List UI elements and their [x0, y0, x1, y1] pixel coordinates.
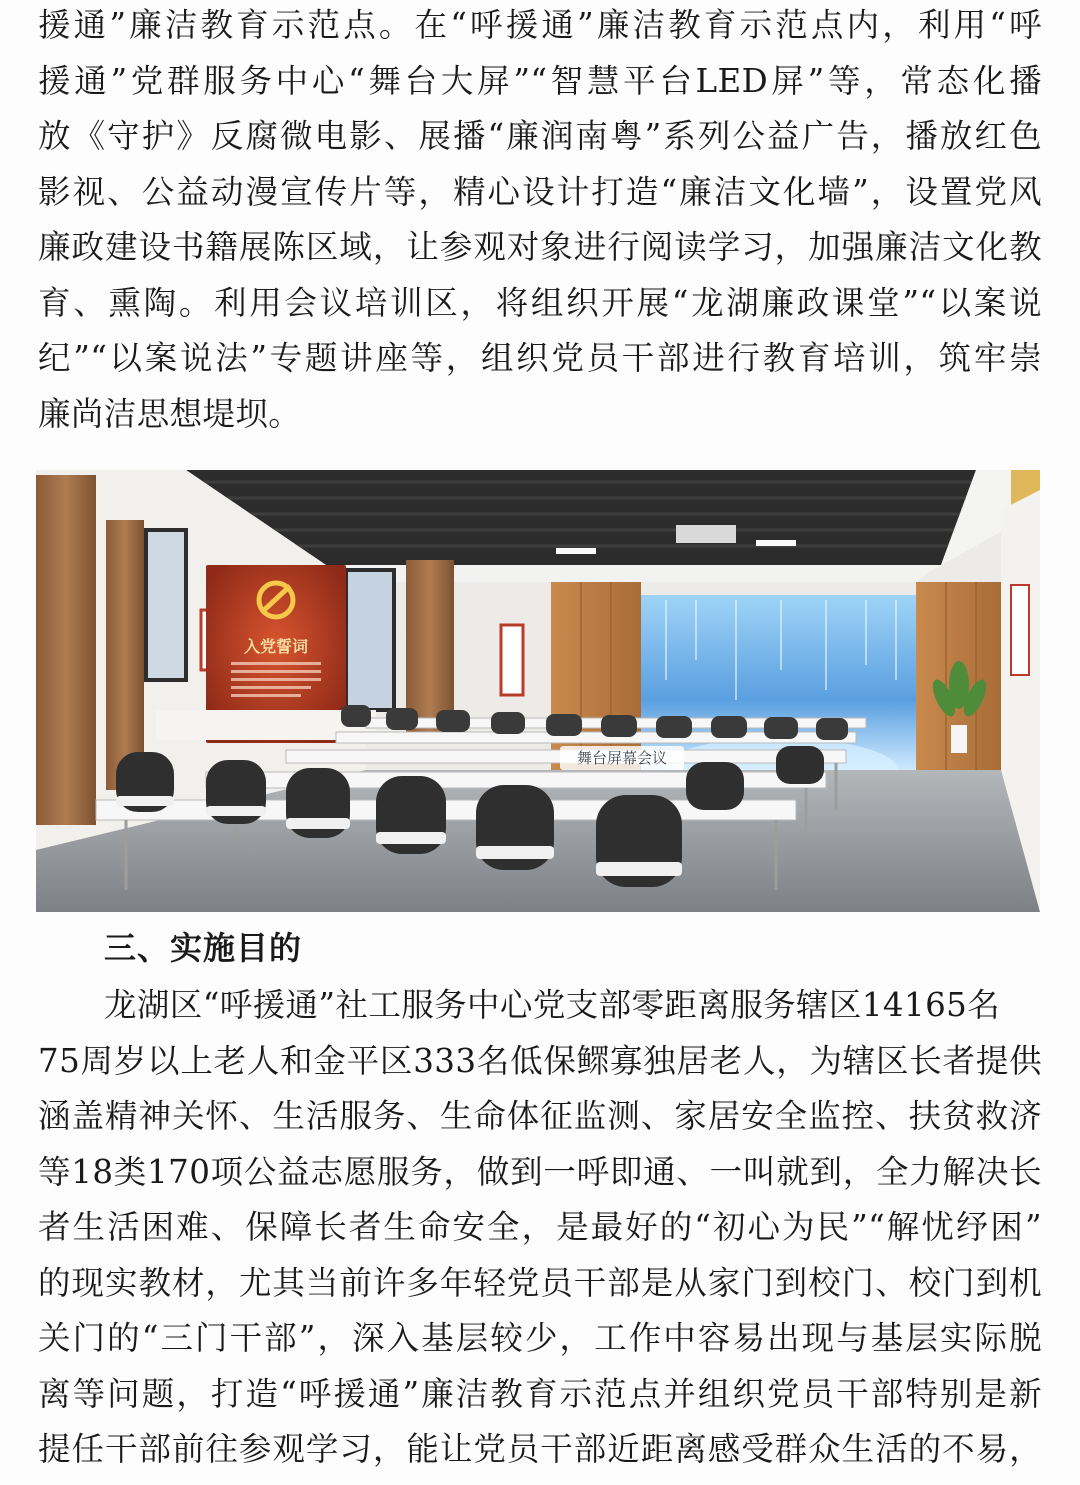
text-line: 的现实教材，尤其当前许多年轻党员干部是从家门到校门、校门到机 — [38, 1263, 1042, 1302]
oath-panel-title: 入党誓词 — [243, 637, 309, 656]
meeting-room-photo — [36, 470, 1040, 912]
screen-caption: 舞台屏幕会议 — [560, 746, 684, 770]
text-line: 者生活困难、保障长者生命安全，是最好的“初心为民”“解忧纾困” — [38, 1208, 1042, 1246]
text-line: 影视、公益动漫宣传片等，精心设计打造“廉洁文化墙”，设置党风 — [38, 172, 1042, 211]
text-line: 援通”廉洁教育示范点。在“呼援通”廉洁教育示范点内，利用“呼 — [38, 6, 1042, 44]
text-line: 育、熏陶。利用会议培训区，将组织开展“龙湖廉政课堂”“以案说 — [38, 283, 1042, 322]
paragraph-bottom — [38, 978, 1042, 1478]
text-line: 纪”“以案说法”专题讲座等，组织党员干部进行教育培训，筑牢崇 — [38, 339, 1042, 377]
text-line: 涵盖精神关怀、生活服务、生命体征监测、家居安全监控、扶贫救济 — [38, 1097, 1042, 1135]
text-line: 等18类170项公益志愿服务，做到一呼即通、一叫就到，全力解决长 — [38, 1152, 1042, 1191]
paragraph-top — [38, 0, 1042, 442]
text-line: 关门的“三门干部”，深入基层较少，工作中容易出现与基层实际脱 — [38, 1319, 1042, 1357]
text-line: 援通”党群服务中心“舞台大屏”“智慧平台LED屏”等，常态化播 — [38, 61, 1042, 100]
text-line: 放《守护》反腐微电影、展播“廉润南粤”系列公益广告，播放红色 — [38, 117, 1042, 155]
text-line: 廉政建设书籍展陈区域，让参观对象进行阅读学习，加强廉洁文化教 — [38, 228, 1042, 266]
text-line: 75周岁以上老人和金平区333名低保鳏寡独居老人，为辖区长者提供 — [38, 1041, 1042, 1080]
section-heading: 三、实施目的 — [104, 929, 303, 967]
text-line: 提任干部前往参观学习，能让党员干部近距离感受群众生活的不易， — [38, 1430, 1042, 1468]
text-line: 离等问题，打造“呼援通”廉洁教育示范点并组织党员干部特别是新 — [38, 1374, 1042, 1413]
text-line: 廉尚洁思想堤坝。 — [38, 394, 302, 433]
text-line: 龙湖区“呼援通”社工服务中心党支部零距离服务辖区14165名 — [104, 986, 1001, 1024]
curtain-left — [36, 475, 96, 825]
